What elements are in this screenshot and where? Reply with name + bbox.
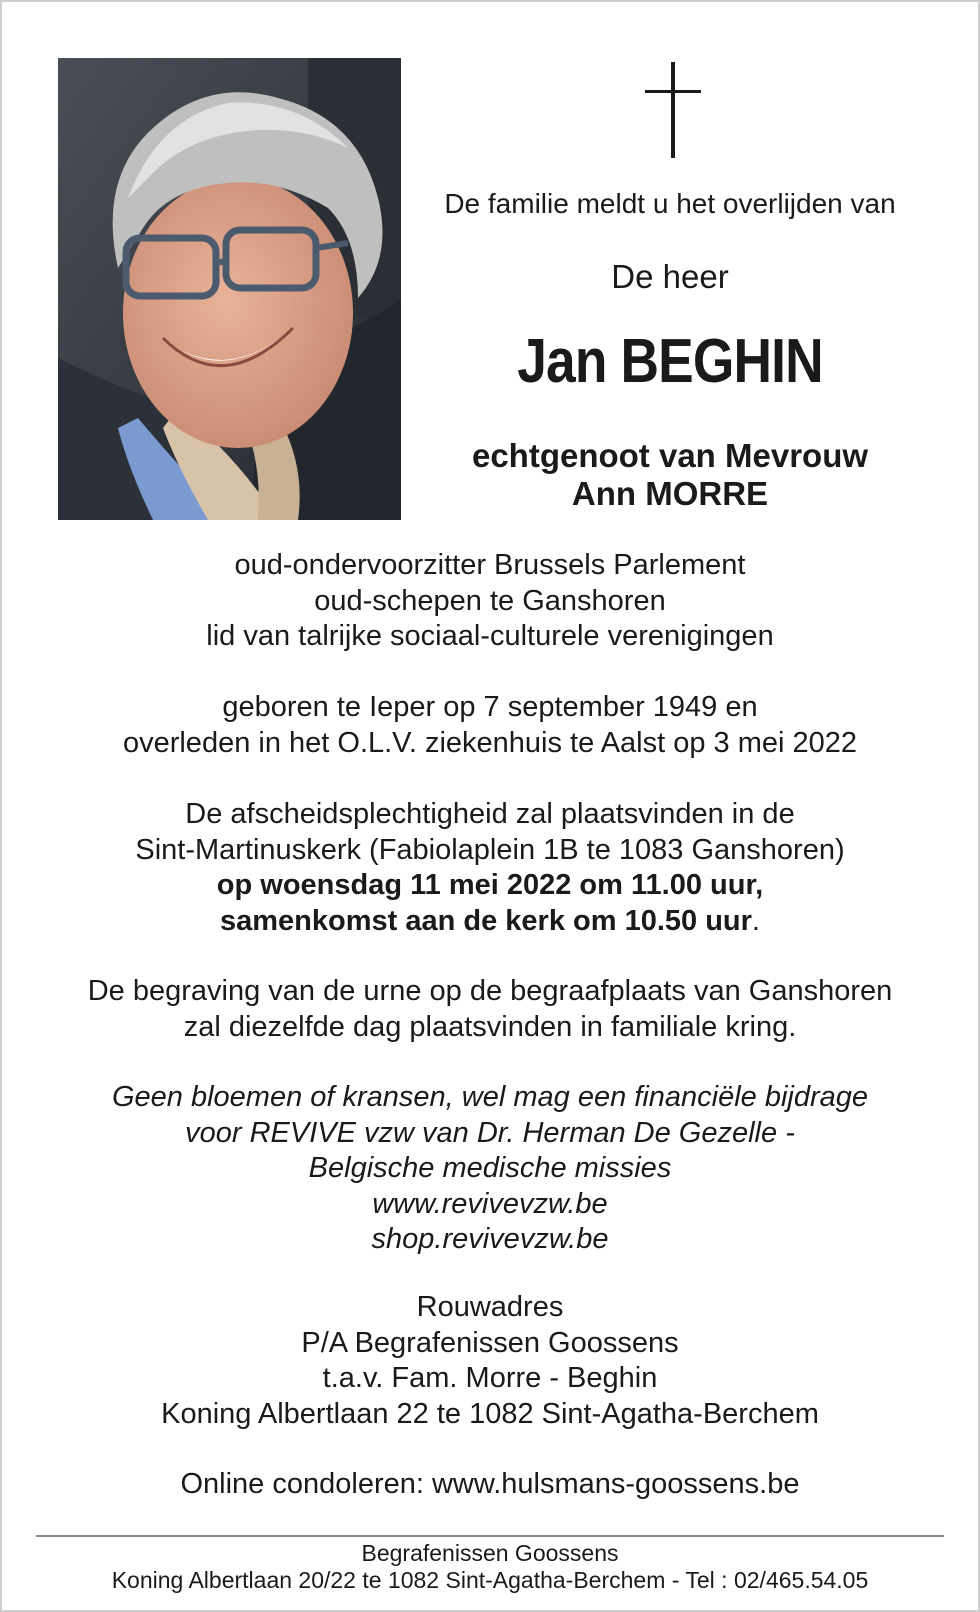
titles-block	[40, 548, 940, 655]
burial-line: De begraving van de urne op de begraafplaats van Ganshoren	[87, 975, 893, 1007]
gathering-line	[40, 904, 940, 940]
donation-link[interactable]: www.revivevzw.be	[372, 1187, 608, 1220]
death-line: overleden in het O.L.V. ziekenhuis te Aalst op 3 mei 2022	[122, 726, 858, 759]
title-line: lid van talrijke sociaal-culturele verenigingen	[206, 620, 774, 652]
address-line: t.a.v. Fam. Morre - Beghin	[322, 1362, 658, 1394]
address-line: Koning Albertlaan 22 te 1082 Sint-Agatha-Berchem	[161, 1397, 819, 1430]
portrait-photo	[58, 58, 401, 520]
announcement-text: De familie meldt u het overlijden van	[444, 188, 896, 219]
cross-icon	[645, 62, 701, 158]
donation-line: voor REVIVE vzw van Dr. Herman De Gezelle -	[185, 1116, 795, 1149]
ceremony-line: De afscheidsplechtigheid zal plaatsvinden in de	[185, 798, 795, 830]
gathering-period: .	[751, 904, 760, 937]
footer-divider	[36, 1535, 944, 1537]
life-dates-block	[40, 690, 940, 761]
donation-shop-link[interactable]: shop.revivevzw.be	[371, 1223, 609, 1255]
footer-address: Koning Albertlaan 20/22 te 1082 Sint-Agatha-Berchem - Tel : 02/465.54.05	[111, 1567, 869, 1593]
address-line: P/A Begrafenissen Goossens	[301, 1326, 679, 1359]
donation-block	[40, 1080, 940, 1258]
burial-block	[40, 974, 940, 1045]
deceased-name: Jan BEGHIN	[517, 327, 823, 396]
footer-company: Begrafenissen Goossens	[361, 1540, 619, 1566]
donation-line: Belgische medische missies	[308, 1152, 672, 1184]
spouse-name: Ann MORRE	[571, 475, 769, 512]
address-heading: Rouwadres	[416, 1291, 564, 1323]
address-block	[40, 1290, 940, 1432]
ceremony-block	[40, 797, 940, 939]
cross-vertical-bar	[671, 62, 675, 158]
condolence-line[interactable]: Online condoleren: www.hulsmans-goossens.be	[180, 1468, 800, 1500]
title-line: oud-ondervoorzitter Brussels Parlement	[234, 549, 746, 581]
birth-line: geboren te Ieper op 7 september 1949 en	[222, 691, 758, 723]
title-line: oud-schepen te Ganshoren	[314, 584, 666, 617]
spouse-info	[405, 437, 935, 513]
footer	[40, 1540, 940, 1594]
ceremony-location: Sint-Martinuskerk (Fabiolaplein 1B te 1083 Ganshoren)	[135, 833, 845, 866]
cross-horizontal-bar	[645, 90, 701, 93]
donation-line: Geen bloemen of kransen, wel mag een financiële bijdrage	[111, 1081, 869, 1113]
honorific: De heer	[611, 258, 729, 295]
gathering-time: samenkomst aan de kerk om 10.50 uur	[220, 904, 752, 937]
spouse-line: echtgenoot van Mevrouw	[471, 437, 869, 474]
burial-line: zal diezelfde dag plaatsvinden in familiale kring.	[183, 1010, 797, 1043]
ceremony-datetime: op woensdag 11 mei 2022 om 11.00 uur,	[216, 869, 764, 901]
